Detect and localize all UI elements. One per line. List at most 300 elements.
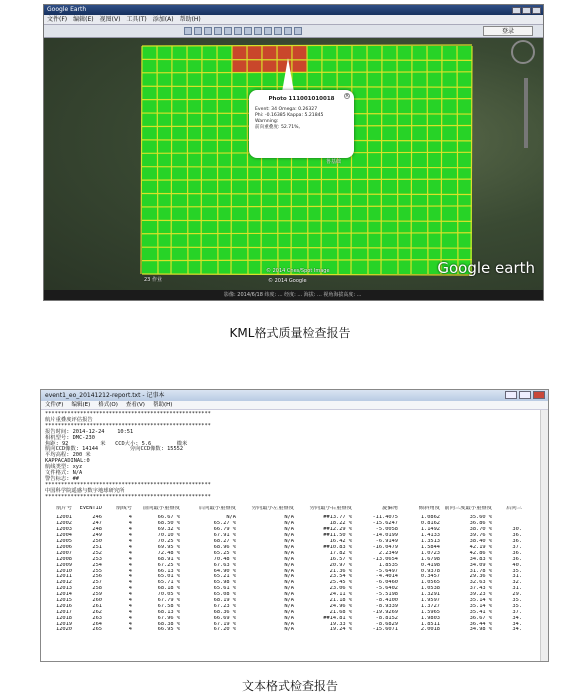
table-cell: 12002 xyxy=(56,521,72,527)
login-button[interactable]: 登录 xyxy=(483,26,533,36)
low-overlap-footprint xyxy=(247,46,262,59)
table-cell: 21.36 % xyxy=(329,568,352,574)
table-cell: 38.40 % xyxy=(469,539,492,545)
table-cell: 38.70 % xyxy=(469,527,492,533)
report-header-line: 焦距: 92 米 CCD大小: 5.6 微米 xyxy=(45,440,188,447)
report-header-line: **************************************************** xyxy=(45,481,211,488)
table-cell: 34.83 % xyxy=(469,556,492,562)
table-cell: 247 xyxy=(92,521,102,527)
table-cell: 4 xyxy=(128,597,132,603)
table-cell: 后向最小重叠度 xyxy=(198,505,236,511)
table-cell: N/A xyxy=(284,568,294,574)
table-cell: 65.27 % xyxy=(213,521,236,527)
table-cell: 42.86 % xyxy=(469,550,492,556)
ge-statusbar: 影像: 2014/6/18 纬度: ... 经度: ... 海拔: ... 视角海拔高度: ... xyxy=(44,290,543,300)
toolbar-hide-sidebar-icon[interactable] xyxy=(184,27,192,35)
table-cell: 1.0538 xyxy=(420,586,440,592)
grid-line xyxy=(141,46,142,274)
table-cell: 67.19 % xyxy=(213,621,236,627)
table-cell: 12009 xyxy=(56,562,72,568)
table-cell: 70.05 % xyxy=(157,592,180,598)
table-cell: 12018 xyxy=(56,615,72,621)
np-menu-item[interactable]: 文件(F) xyxy=(45,402,64,408)
table-cell: 35.14 % xyxy=(469,597,492,603)
table-cell: 1.0723 xyxy=(420,550,440,556)
toolbar-planet-icon[interactable] xyxy=(264,27,272,35)
report-header-line: **************************************************** xyxy=(45,422,211,429)
table-cell: -5.0058 xyxy=(375,527,398,533)
table-cell: 37.43 % xyxy=(469,586,492,592)
table-cell: 67.20 % xyxy=(213,627,236,633)
vertical-scrollbar[interactable] xyxy=(540,410,548,661)
table-cell: 旁向最小右重叠度 xyxy=(309,505,352,511)
table-cell: 1.0862 xyxy=(420,515,440,521)
table-cell: 19.24 % xyxy=(329,627,352,633)
table-cell: 65.98 % xyxy=(213,580,236,586)
table-cell: 259 xyxy=(92,592,102,598)
table-cell: 39.23 % xyxy=(469,592,492,598)
table-cell: 72.48 % xyxy=(157,550,180,556)
table-cell: 66.13 % xyxy=(157,568,180,574)
table-cell: 旋偏角 xyxy=(382,505,398,511)
table-cell: 69.32 % xyxy=(157,527,180,533)
table-cell: 4 xyxy=(128,580,132,586)
caption-kml: KML格式质量检查报告 xyxy=(229,326,351,340)
google-earth-window xyxy=(43,4,544,301)
table-cell: 69.95 % xyxy=(157,544,180,550)
table-cell: N/A xyxy=(284,515,294,521)
table-cell: 12017 xyxy=(56,609,72,615)
low-overlap-footprint xyxy=(262,46,277,59)
table-cell: EVENTID xyxy=(79,505,102,511)
table-cell: 19.33 % xyxy=(329,621,352,627)
np-menu-item[interactable]: 格式(O) xyxy=(98,402,118,408)
table-cell: 4 xyxy=(128,515,132,521)
table-cell: N/A xyxy=(284,621,294,627)
table-cell: 4 xyxy=(128,586,132,592)
table-cell: ##12.29 % xyxy=(323,527,352,533)
toolbar-print-icon[interactable] xyxy=(294,27,302,35)
table-cell: 64.90 % xyxy=(213,568,236,574)
table-cell: 34.09 % xyxy=(469,562,492,568)
table-cell: 256 xyxy=(92,574,102,580)
report-header-line: 报告时间: 2014-12-24 10:51 xyxy=(45,428,134,435)
table-cell: 1.3727 xyxy=(420,603,440,609)
table-cell: 前向最小重叠度 xyxy=(142,505,180,511)
table-cell: 12012 xyxy=(56,580,72,586)
window-controls xyxy=(512,7,543,14)
grid-line xyxy=(142,45,472,46)
table-cell: 67.63 % xyxy=(213,562,236,568)
table-cell: 254 xyxy=(92,562,102,568)
report-header-line: **************************************************** xyxy=(45,411,211,417)
caption-text: 文本格式检查报告 xyxy=(241,679,338,693)
point-label[interactable]: 鲁基础 xyxy=(326,159,342,165)
table-cell: 68.38 % xyxy=(157,621,180,627)
table-cell: 后向三 xyxy=(506,505,522,511)
table-cell: 70.48 % xyxy=(213,556,236,562)
ge-menu-item[interactable]: 文件(F) xyxy=(47,16,68,23)
table-cell: -8.4100 xyxy=(375,597,398,603)
table-cell: 0.3457 xyxy=(420,574,440,580)
table-cell: 12004 xyxy=(56,533,72,539)
table-cell: N/A xyxy=(284,592,294,598)
table-cell: -5.5198 xyxy=(375,592,398,598)
table-cell: -13.0654 xyxy=(372,556,398,562)
report-header-line: 平均高程: 200 米 xyxy=(45,452,91,459)
ge-menu-item[interactable]: 帮助(H) xyxy=(179,16,201,23)
table-cell: 24.11 % xyxy=(329,592,352,598)
table-cell: 0.4198 xyxy=(420,562,440,568)
toolbar-email-icon[interactable] xyxy=(284,27,292,35)
table-cell: 67.58 % xyxy=(157,603,180,609)
popup-line: 前向重叠度: 52.71%, xyxy=(255,125,300,130)
table-cell: 36.44 % xyxy=(469,621,492,627)
table-cell: -19.9269 xyxy=(372,609,398,615)
table-cell: N/A xyxy=(284,627,294,633)
table-cell: 35.14 % xyxy=(469,603,492,609)
table-cell: 1.4133 xyxy=(420,533,440,539)
table-cell: 66.69 % xyxy=(213,615,236,621)
table-cell: N/A xyxy=(284,586,294,592)
report-header-line: 航片重叠度评估报告 xyxy=(45,416,93,423)
close-button[interactable] xyxy=(532,7,541,14)
popup-tail xyxy=(282,58,294,92)
table-row xyxy=(45,627,536,633)
toolbar-overlay-icon[interactable] xyxy=(224,27,232,35)
table-cell: 66.67 % xyxy=(157,515,180,521)
ge-menubar xyxy=(44,15,543,25)
np-window-title: event1_eo_20141212-report.txt - 记事本 xyxy=(45,392,165,399)
table-cell: 12003 xyxy=(56,527,72,533)
toolbar-placemark-icon[interactable] xyxy=(194,27,202,35)
table-cell: 68.27 % xyxy=(213,539,236,545)
popup-line: Phi: -0.16385 Kappa: 5.21845 xyxy=(255,113,324,118)
table-cell: -6.9149 xyxy=(375,539,398,545)
table-cell: 1.1492 xyxy=(420,527,440,533)
table-cell: 32. xyxy=(512,580,522,586)
table-cell: 4 xyxy=(128,521,132,527)
table-cell: 4 xyxy=(128,627,132,633)
table-cell: 12013 xyxy=(56,586,72,592)
low-overlap-footprint xyxy=(232,46,247,59)
table-cell: 35.60 % xyxy=(469,515,492,521)
table-cell: -8.9339 xyxy=(375,603,398,609)
np-menu-item[interactable]: 帮助(H) xyxy=(152,402,173,408)
table-cell: 68.36 % xyxy=(213,609,236,615)
table-header-row xyxy=(45,506,536,512)
table-cell: 36. xyxy=(512,533,522,539)
toolbar-history-icon[interactable] xyxy=(244,27,252,35)
window-controls xyxy=(505,390,548,401)
table-cell: N/A xyxy=(284,527,294,533)
table-cell: 24.96 % xyxy=(329,603,352,609)
table-cell: 31. xyxy=(512,586,522,592)
table-cell: 1.8535 xyxy=(378,562,398,568)
table-cell: N/A xyxy=(226,515,236,521)
minimize-button[interactable] xyxy=(512,7,521,14)
table-cell: -4.4014 xyxy=(375,574,398,580)
table-cell: 250 xyxy=(92,539,102,545)
table-cell: 249 xyxy=(92,533,102,539)
table-cell: N/A xyxy=(284,521,294,527)
toolbar-sun-icon[interactable] xyxy=(254,27,262,35)
table-cell: 30. xyxy=(512,527,522,533)
table-cell: 1.3291 xyxy=(420,592,440,598)
table-cell: N/A xyxy=(284,609,294,615)
table-cell: 1.5844 xyxy=(420,544,440,550)
table-cell: 35.41 % xyxy=(469,609,492,615)
table-cell: 1.5965 xyxy=(420,609,440,615)
report-header-line: **************************************************** xyxy=(45,493,211,500)
table-cell: -8.6829 xyxy=(375,621,398,627)
table-cell: 16.57 % xyxy=(329,556,352,562)
ge-menu-item[interactable]: 视图(V) xyxy=(99,16,121,23)
table-cell: 12008 xyxy=(56,556,72,562)
table-cell: 29.36 % xyxy=(469,574,492,580)
table-cell: 258 xyxy=(92,586,102,592)
table-cell: 70.25 % xyxy=(157,539,180,545)
table-cell: 67.23 % xyxy=(213,603,236,609)
table-cell: 265 xyxy=(92,627,102,633)
table-cell: 67.96 % xyxy=(157,615,180,621)
copyright-line: © 2014 Cnes/Spot Image xyxy=(266,268,330,274)
toolbar-path-icon[interactable] xyxy=(214,27,222,35)
table-cell: -5.6402 xyxy=(375,586,398,592)
zoom-slider[interactable] xyxy=(524,78,528,148)
table-cell: 12019 xyxy=(56,621,72,627)
table-cell: 35. xyxy=(512,568,522,574)
table-cell: ##13.77 % xyxy=(323,515,352,521)
table-cell: 1.9803 xyxy=(420,615,440,621)
table-cell: 252 xyxy=(92,550,102,556)
table-cell: 68.96 % xyxy=(213,544,236,550)
table-cell: 4 xyxy=(128,562,132,568)
table-cell: 68.19 % xyxy=(213,597,236,603)
google-earth-logo: Google earth xyxy=(437,259,535,277)
table-cell: 66.79 % xyxy=(213,527,236,533)
table-cell: ##11.50 % xyxy=(323,533,352,539)
table-cell: 12015 xyxy=(56,597,72,603)
table-cell: 倾斜角度 xyxy=(418,505,440,511)
table-cell: 23.06 % xyxy=(329,586,352,592)
table-cell: 2.0018 xyxy=(420,627,440,633)
table-cell: 23.54 % xyxy=(329,574,352,580)
table-cell: 旁向最小左重叠度 xyxy=(251,505,294,511)
table-cell: 4 xyxy=(128,539,132,545)
table-cell: 12014 xyxy=(56,592,72,598)
table-cell: 67.25 % xyxy=(157,562,180,568)
toolbar-ruler-icon[interactable] xyxy=(274,27,282,35)
report-header-line: 警告标志: ## xyxy=(45,475,79,482)
maximize-button[interactable] xyxy=(519,391,531,399)
notepad-window xyxy=(40,389,549,662)
table-cell: 65.25 % xyxy=(213,550,236,556)
table-cell: N/A xyxy=(284,597,294,603)
maximize-button[interactable] xyxy=(522,7,531,14)
table-cell: 16.42 % xyxy=(329,539,352,545)
table-cell: -5.6497 xyxy=(375,568,398,574)
table-cell: 37. xyxy=(512,544,522,550)
photo-info-popup xyxy=(249,90,354,158)
table-cell: -14.0199 xyxy=(372,533,398,539)
low-overlap-footprint xyxy=(292,59,307,72)
np-menu-item[interactable]: 查看(V) xyxy=(125,402,145,408)
table-cell: 17.82 % xyxy=(329,550,352,556)
table-cell: N/A xyxy=(284,556,294,562)
report-header-line: 航线类型: xyz xyxy=(45,464,83,471)
table-cell: 航线号 xyxy=(116,505,132,511)
ge-menu-item[interactable]: 添加(A) xyxy=(152,16,174,23)
map-view[interactable] xyxy=(44,38,543,291)
table-cell: 260 xyxy=(92,597,102,603)
table-cell: 67.91 % xyxy=(213,533,236,539)
table-cell: 68.18 % xyxy=(157,586,180,592)
table-cell: 4 xyxy=(128,615,132,621)
table-cell: 4 xyxy=(128,574,132,580)
table-cell: 12016 xyxy=(56,603,72,609)
table-cell: 36.67 % xyxy=(469,615,492,621)
table-cell: N/A xyxy=(284,603,294,609)
table-cell: 12006 xyxy=(56,544,72,550)
table-cell: 261 xyxy=(92,603,102,609)
table-cell: 70.10 % xyxy=(157,533,180,539)
low-overlap-footprint xyxy=(262,59,277,72)
table-cell: 21.68 % xyxy=(329,609,352,615)
table-cell: 246 xyxy=(92,515,102,521)
np-menubar xyxy=(41,401,548,410)
table-cell: 1.6798 xyxy=(420,556,440,562)
table-cell: 248 xyxy=(92,527,102,533)
table-cell: 36.86 % xyxy=(469,521,492,527)
table-cell: -11.4075 xyxy=(372,515,398,521)
table-cell: 37. xyxy=(512,609,522,615)
table-cell: 4 xyxy=(128,603,132,609)
table-cell: 31. xyxy=(512,574,522,580)
table-cell: 4 xyxy=(128,550,132,556)
table-cell: 257 xyxy=(92,580,102,586)
table-cell: 34. xyxy=(512,627,522,633)
table-cell: 32.63 % xyxy=(469,580,492,586)
table-cell: 35. xyxy=(512,603,522,609)
table-cell: 航片号 xyxy=(56,505,72,511)
table-cell: N/A xyxy=(284,615,294,621)
table-cell: 68.50 % xyxy=(157,521,180,527)
table-cell: 0.8162 xyxy=(420,521,440,527)
table-cell: 4 xyxy=(128,592,132,598)
table-cell: 262 xyxy=(92,609,102,615)
table-cell: 40. xyxy=(512,562,522,568)
table-cell: 65.71 % xyxy=(157,580,180,586)
table-cell: 68.91 % xyxy=(157,556,180,562)
copyright-line: © 2014 Google xyxy=(268,278,307,284)
table-cell: -16.0479 xyxy=(372,544,398,550)
table-cell: 12020 xyxy=(56,627,72,633)
table-cell: -6.0460 xyxy=(375,580,398,586)
table-cell: 36. xyxy=(512,539,522,545)
table-cell: 34.98 % xyxy=(469,627,492,633)
minimize-button[interactable] xyxy=(505,391,517,399)
table-cell: N/A xyxy=(284,539,294,545)
table-cell: N/A xyxy=(284,544,294,550)
table-cell: 255 xyxy=(92,568,102,574)
table-cell: 25.45 % xyxy=(329,580,352,586)
table-cell: 1.8511 xyxy=(420,621,440,627)
compass-icon[interactable] xyxy=(511,40,535,64)
report-header-line: 航向CCD像数: 14144 旁向CCD像数: 15552 xyxy=(45,446,184,453)
table-cell: N/A xyxy=(284,580,294,586)
table-cell: 4 xyxy=(128,544,132,550)
table-cell: 264 xyxy=(92,621,102,627)
table-cell: 12007 xyxy=(56,550,72,556)
table-cell: 251 xyxy=(92,544,102,550)
table-cell: 12001 xyxy=(56,515,72,521)
table-cell: 4 xyxy=(128,568,132,574)
table-cell: 2.2349 xyxy=(378,550,398,556)
table-cell: 42.19 % xyxy=(469,544,492,550)
popup-title: Photo 111001010018 xyxy=(268,96,335,102)
ge-menu-item[interactable]: 工具(T) xyxy=(126,16,147,23)
table-cell: 20.97 % xyxy=(329,562,352,568)
table-cell: N/A xyxy=(284,533,294,539)
np-titlebar xyxy=(41,390,548,401)
ge-toolbar xyxy=(44,25,543,38)
table-cell: 1.0565 xyxy=(420,580,440,586)
table-cell: 65.61 % xyxy=(213,586,236,592)
table-cell: 12005 xyxy=(56,539,72,545)
ge-menu-item[interactable]: 编辑(E) xyxy=(73,16,94,23)
table-cell: 12011 xyxy=(56,574,72,580)
table-cell: 4 xyxy=(128,527,132,533)
report-header-line: 相机型号: DMC-230 xyxy=(45,434,95,441)
table-cell: 34. xyxy=(512,621,522,627)
table-cell: 21.18 % xyxy=(329,597,352,603)
table-cell: 68.13 % xyxy=(157,609,180,615)
table-cell: 39.76 % xyxy=(469,533,492,539)
ge-window-title: Google Earth xyxy=(47,6,87,13)
close-button[interactable] xyxy=(533,391,545,399)
table-cell: -15.6071 xyxy=(372,627,398,633)
table-cell: 18.22 % xyxy=(329,521,352,527)
report-header-line: 中国科学院遥感与数字地球研究所 xyxy=(45,487,125,494)
popup-close-icon[interactable]: × xyxy=(345,93,350,99)
ge-titlebar xyxy=(44,5,543,15)
table-cell: 4 xyxy=(128,533,132,539)
table-cell: 4 xyxy=(128,621,132,627)
table-cell: 34. xyxy=(512,615,522,621)
corner-label: 23 作业 xyxy=(144,277,162,283)
table-cell: ##14.81 % xyxy=(323,615,352,621)
table-cell: 0.9378 xyxy=(420,568,440,574)
report-text-area[interactable] xyxy=(41,410,540,661)
grid-line xyxy=(142,274,472,275)
table-cell: 31.78 % xyxy=(469,568,492,574)
table-cell: 65.01 % xyxy=(157,574,180,580)
low-overlap-footprint xyxy=(247,59,262,72)
table-cell: 65.08 % xyxy=(213,592,236,598)
low-overlap-footprint xyxy=(292,46,307,59)
toolbar-polygon-icon[interactable] xyxy=(204,27,212,35)
table-cell: -8.8152 xyxy=(375,615,398,621)
table-cell: N/A xyxy=(284,574,294,580)
table-cell: N/A xyxy=(284,562,294,568)
table-cell: ##10.83 % xyxy=(323,544,352,550)
toolbar-tour-icon[interactable] xyxy=(234,27,242,35)
np-menu-item[interactable]: 编辑(E) xyxy=(71,402,91,408)
table-cell: N/A xyxy=(284,550,294,556)
table-cell: -15.6247 xyxy=(372,521,398,527)
popup-line: Event: 34 Omega: 0.26327 xyxy=(255,107,318,112)
